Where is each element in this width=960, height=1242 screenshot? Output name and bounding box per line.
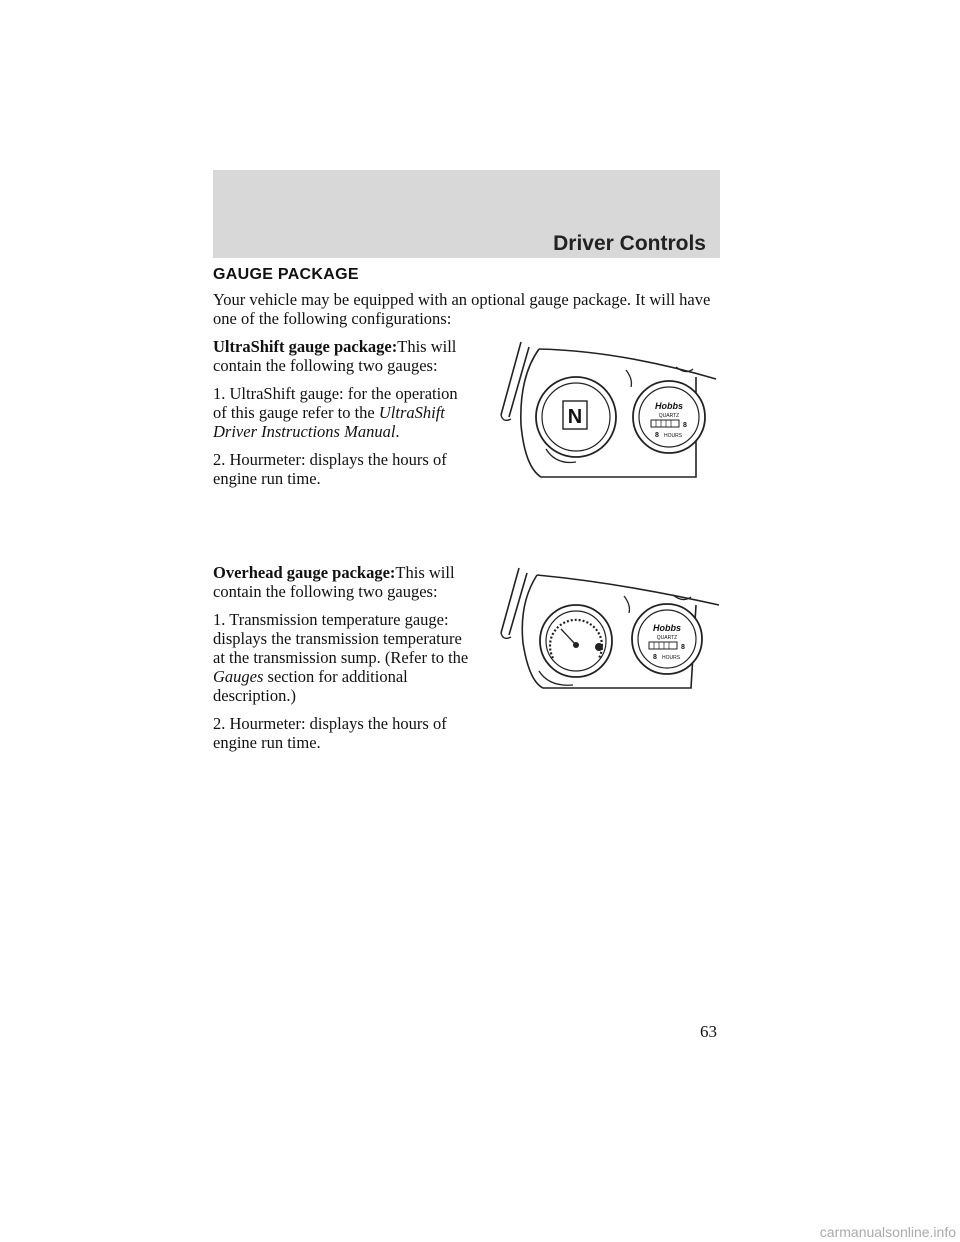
ultrashift-desc-text: This will contain the following two gauges: — [213, 337, 457, 375]
gear-indicator: N — [567, 406, 583, 428]
hourmeter-unit: HOURS — [661, 655, 681, 661]
section-title: Driver Controls — [553, 232, 706, 255]
overhead-block — [213, 563, 720, 789]
hourmeter-digit: 8 — [683, 422, 687, 429]
hourmeter-unit: HOURS — [663, 433, 683, 439]
overhead-item-1-text: 1. Transmission temperature gauge: displays the transmission temperature at the transmission sump. (Refer to the — [213, 610, 469, 667]
hourmeter-digit: 8 — [681, 644, 685, 651]
ultrashift-gauge-illustration — [481, 337, 721, 487]
watermark: carmanualsonline.info — [819, 1224, 956, 1240]
overhead-term: Overhead gauge package: — [213, 563, 396, 582]
ultrashift-text — [213, 337, 471, 497]
overhead-desc — [213, 563, 471, 601]
hourmeter-digit-lower: 8 — [653, 654, 657, 661]
overhead-desc-text: This will contain the following two gauges: — [213, 563, 455, 601]
hourmeter-brand: Hobbs — [655, 401, 683, 411]
ultrashift-manual-ref: UltraShift Driver Instructions Manual — [213, 403, 445, 441]
ultrashift-item-1-suffix: . — [395, 422, 400, 441]
overhead-text — [213, 563, 471, 761]
hourmeter-sub: QUARTZ — [656, 635, 678, 641]
ultrashift-item-1-text: 1. UltraShift gauge: for the operation of this gauge refer to the — [213, 384, 458, 422]
ultrashift-item-2: 2. Hourmeter: displays the hours of engine run time. — [213, 450, 447, 488]
header-band — [213, 170, 720, 258]
hourmeter-brand: Hobbs — [653, 623, 681, 633]
hourmeter-sub: QUARTZ — [658, 413, 680, 419]
overhead-item-2: 2. Hourmeter: displays the hours of engine run time. — [213, 714, 447, 752]
hourmeter-digit-lower: 8 — [655, 432, 659, 439]
section-heading: GAUGE PACKAGE — [213, 266, 359, 283]
ultrashift-desc — [213, 337, 471, 375]
overhead-gauge-illustration — [481, 563, 721, 713]
page-number: 63 — [700, 1022, 717, 1041]
page-content — [213, 266, 720, 789]
gauges-section-ref: Gauges — [213, 667, 264, 686]
intro-paragraph: Your vehicle may be equipped with an optional gauge package. It will have one of the following configurations: — [213, 290, 711, 328]
overhead-item-1-suffix: section for additional description.) — [213, 667, 408, 705]
ultrashift-item-1 — [213, 384, 471, 441]
ultrashift-block — [213, 337, 720, 563]
ultrashift-term: UltraShift gauge package: — [213, 337, 398, 356]
overhead-item-1 — [213, 610, 471, 705]
